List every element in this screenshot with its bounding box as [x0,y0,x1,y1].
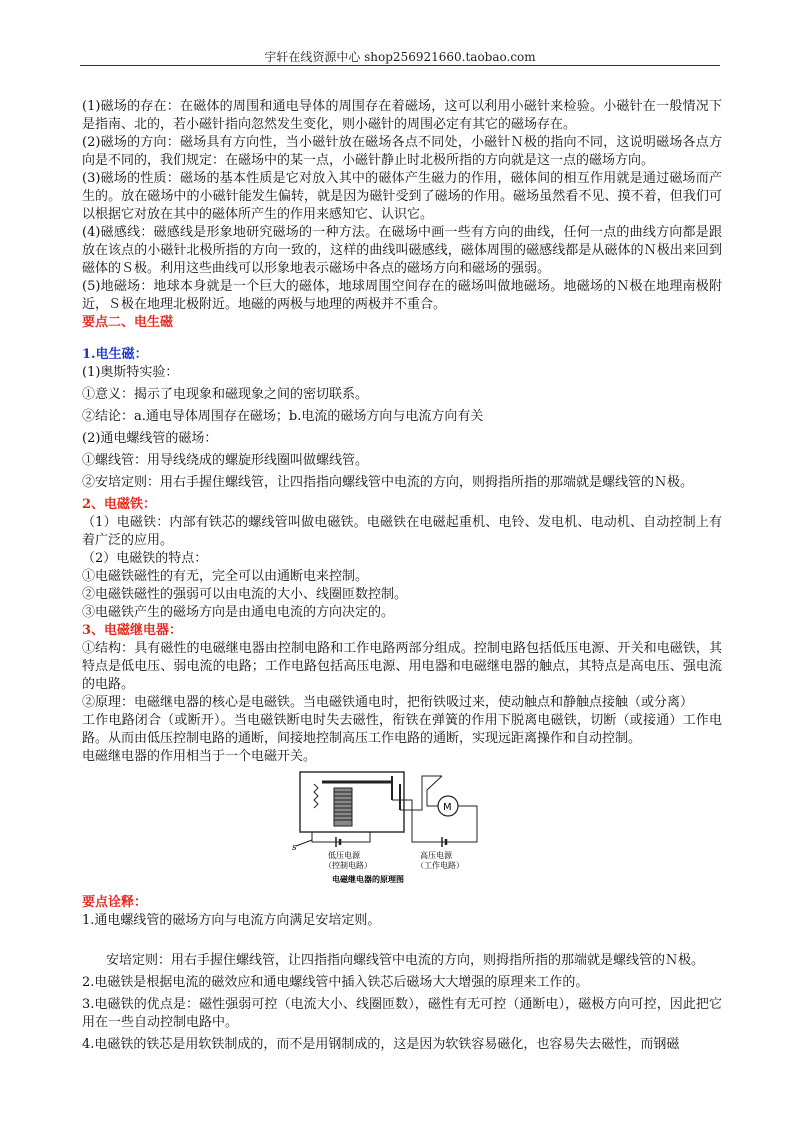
paragraph-magnetic-property: (3)磁场的性质：磁场的基本性质是它对放入其中的磁体产生磁力的作用，磁体间的相互作用就是通过磁场而产生的。放在磁场中的小磁针能发生偏转，就是因为磁针受到了磁场的作用。磁场虽然看不见、摸不着，但我们可以根据它对放在其中的磁体所产生的作用来感知它、认识它。 [82,171,722,222]
note-3: 3.电磁铁的优点是：磁性强弱可控（电流大小、线圈匝数），磁性有无可控（通断电），磁极方向可控，因此把它用在一些自动控制电路中。 [82,997,722,1030]
section-title-electricity-magnetism: 要点二、电生磁 [82,315,174,330]
note-1: 1.通电螺线管的磁场方向与电流方向满足安培定则。 [82,913,381,928]
label-low-voltage: 低压电源 [328,851,360,860]
subsection-title-2: 2、电磁铁： [82,497,157,512]
note-4: 4.电磁铁的铁芯是用软铁制成的，而不是用钢制成的，这是因为软铁容易磁化，也容易失去磁性，而钢磁 [82,1037,680,1052]
figure-caption: 电磁继电器的原理图 [332,875,404,884]
line-relay-function: 电磁继电器的作用相当于一个电磁开关。 [82,749,317,764]
label-work-circuit: （工作电路） [416,861,464,870]
paragraph-magnetic-existence: (1)磁场的存在：在磁体的周围和通电导体的周围存在着磁场，这可以利用小磁针来检验。小磁针在一般情况下是指南、北的，若小磁针指向忽然发生变化，则小磁针的周围必定有其它的磁场存在。 [82,99,722,132]
line-relay-structure: ①结构：具有磁性的电磁继电器由控制电路和工作电路两部分组成。控制电路包括低压电源、开关和电磁铁，其特点是低电压、弱电流的电路；工作电路包括高压电源、用电器和电磁继电器的触点，其特点是高电压、强电流的电路。 [82,641,722,692]
line-solenoid: ①螺线管：用导线绕成的螺旋形线圈叫做螺线管。 [82,453,369,468]
line-feature-2: ②电磁铁磁性的强弱可以由电流的大小、线圈匝数控制。 [82,587,408,602]
line-electromagnet-def: （1）电磁铁：内部有铁芯的螺线管叫做电磁铁。电磁铁在电磁起重机、电铃、发电机、电动机、自动控制上有着广泛的应用。 [82,515,722,548]
note-2: 2.电磁铁是根据电流的磁效应和通电螺线管中插入铁芯后磁场大大增强的原理来工作的。 [82,975,589,990]
label-motor: M [443,802,452,813]
relay-diagram-svg [292,770,492,886]
subsection-title-1: 1.电生磁： [82,347,148,362]
label-control-circuit: （控制电路） [324,861,372,870]
label-high-voltage: 高压电源 [420,851,452,860]
line-electromagnet-features: （2）电磁铁的特点： [82,551,208,566]
line-meaning: ①意义：揭示了电现象和磁现象之间的密切联系。 [82,387,369,402]
page-header: 宇轩在线资源中心 shop256921660.taobao.com [264,50,536,64]
line-oersted: (1)奥斯特实验： [82,365,179,380]
note-ampere-rule: 安培定则：用右手握住螺线管，让四指指向螺线管中电流的方向，则拇指所指的那端就是螺线管的Ｎ极。 [106,953,705,968]
line-relay-principle-cont: 工作电路闭合（或断开）。当电磁铁断电时失去磁性，衔铁在弹簧的作用下脱离电磁铁，切断（或接通）工作电路。从而由低压控制电路的通断，间接地控制高压工作电路的通断，实现远距离操作和自动控制。 [82,713,722,746]
line-conclusion: ②结论：a.通电导体周围存在磁场；b.电流的磁场方向与电流方向有关 [82,409,484,424]
line-ampere-rule: ②安培定则：用右手握住螺线管，让四指指向螺线管中电流的方向，则拇指所指的那端就是螺线管的Ｎ极。 [82,475,694,490]
spring-icon [314,784,318,808]
paragraph-geomagnetism: (5)地磁场：地球本身就是一个巨大的磁体，地球周围空间存在的磁场叫做地磁场。地磁场的Ｎ极在地理南极附近，Ｓ极在地理北极附近。地磁的两极与地理的两极并不重合。 [82,279,722,312]
paragraph-magnetic-direction: (2)磁场的方向：磁场具有方向性，当小磁针放在磁场各点不同处，小磁针Ｎ极的指向不同，这说明磁场各点方向是不同的，我们规定：在磁场中的某一点，小磁针静止时北极所指的方向就是这一点的磁场方向。 [82,135,722,168]
line-solenoid-field: (2)通电螺线管的磁场： [82,431,218,446]
document-body [82,98,722,1054]
label-switch: s [292,843,297,853]
subsection-title-3: 3、电磁继电器： [82,623,183,638]
line-feature-3: ③电磁铁产生的磁场方向是由通电电流的方向决定的。 [82,605,395,620]
line-feature-1: ①电磁铁磁性的有无，完全可以由通断电来控制。 [82,569,369,584]
relay-diagram [292,770,492,886]
line-relay-principle: ②原理：电磁继电器的核心是电磁铁。当电磁铁通电时，把衔铁吸过来，使动触点和静触点接触（或分离） [82,695,694,710]
header-rule [80,65,720,66]
paragraph-field-lines: (4)磁感线：磁感线是形象地研究磁场的一种方法。在磁场中画一些有方向的曲线，任何一点的曲线方向都是跟放在该点的小磁针北极所指的方向一致的，这样的曲线叫磁感线，磁体周围的磁感线都是从磁体的Ｎ极出来回到磁体的Ｓ极。利用这些曲线可以形象地表示磁场中各点的磁场方向和磁场的强弱。 [82,225,722,276]
notes-title: 要点诠释： [82,895,148,910]
switch-icon [296,840,312,846]
